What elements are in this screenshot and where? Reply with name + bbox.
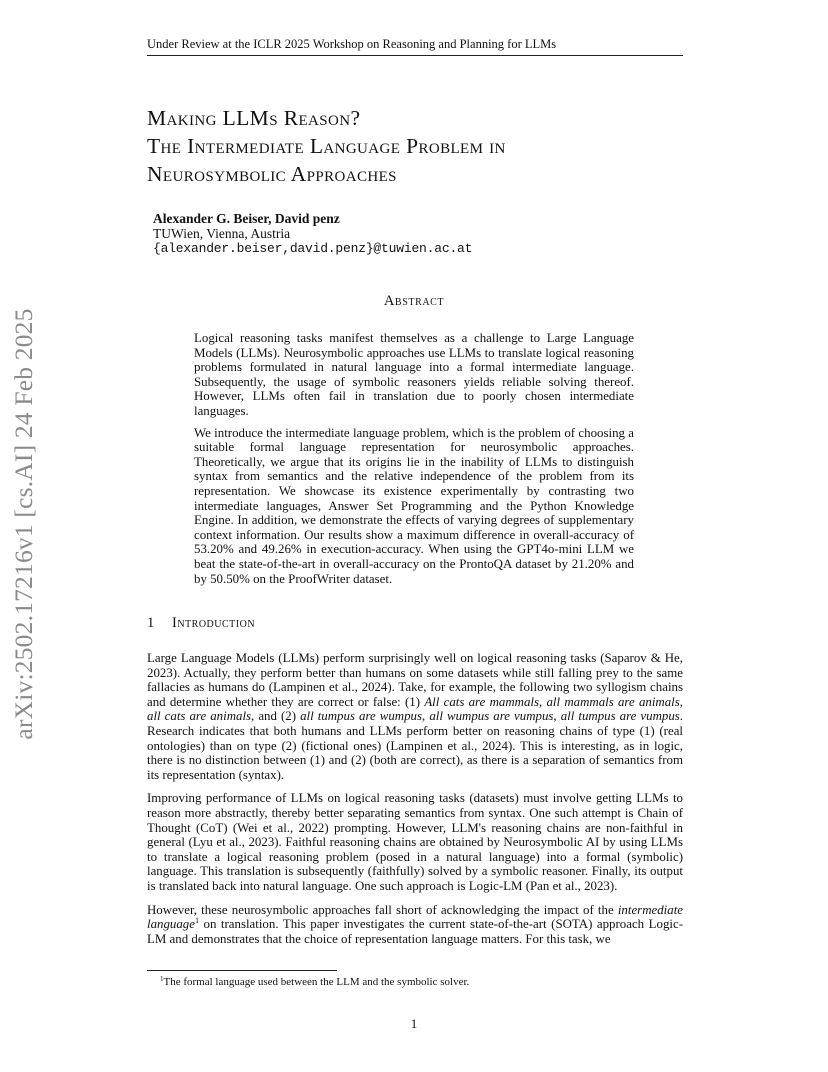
- running-header: Under Review at the ICLR 2025 Workshop on Reasoning and Planning for LLMs: [147, 37, 683, 56]
- author-email: {alexander.beiser,david.penz}@tuwien.ac.at: [153, 241, 473, 256]
- abstract-paragraph-1: Logical reasoning tasks manifest themselves as a challenge to Large Language Models (LLMs). Neurosymbolic approaches use LLMs to translate logical reasoning problems formulated in natural language into a formal intermediate language. Subsequently, the usage of symbolic reasoners yields reliable solving thereof. However, LLMs often fail in translation due to poorly chosen intermediate languages.: [194, 331, 634, 418]
- arxiv-identifier-stamp: [4, 296, 44, 752]
- abstract-body: [194, 331, 634, 593]
- intro-paragraph-3: However, these neurosymbolic approaches fall short of acknowledging the impact of the intermediate language$^1$ on translation. This paper investigates the current state-of-the-art (SOTA) approach Logic-LM and demonstrates that the choice of representation language matters. For this task, we: [147, 902, 683, 946]
- intro-paragraph-1: Large Language Models (LLMs) perform surprisingly well on logical reasoning tasks (Saparov & He, 2023). Actually, they perform better than humans on some datasets while still falling prey to the same fallacies as humans do (Lampinen et al., 2024). Take, for example, the following two syllogism chains and determine whether they are correct or false: (1) All cats are mammals, all mammals are animals, all cats are animals, and (2) all tumpus are wumpus, all wumpus are vumpus, all tumpus are vumpus. Research indicates that both humans and LLMs perform better on reasoning chains of type (1) (real ontologies) than on type (2) (fictional ones) (Lampinen et al., 2024). This is interesting, as in logic, there is no distinction between (1) and (2) (both are correct), as there is a separation of semantics from its representation (syntax).: [147, 651, 684, 782]
- section-title: Introduction: [172, 615, 256, 631]
- title-line-3: Neurosymbolic Approaches: [147, 162, 397, 186]
- footnote-marker[interactable]: 1: [194, 916, 199, 926]
- intro-paragraph-2: Improving performance of LLMs on logical reasoning tasks (datasets) must involve getting LLMs to reason more abstractly, thereby better separating semantics from syntax. One such attempt is Chain of Thought (CoT) (Wei et al., 2022) prompting. However, LLM's reasoning chains are non-faithful in general (Lyu et al., 2023). Faithful reasoning chains are obtained by Neurosymbolic AI by using LLMs to translate a logical reasoning problem (posed in a natural language) into a formal (symbolic) language. This translation is subsequently (faithfully) solved by a symbolic reasoner. Finally, its output is translated back into natural language. One such approach is Logic-LM (Pan et al., 2023).: [147, 791, 683, 893]
- author-names: Alexander G. Beiser, David penz: [153, 211, 340, 226]
- page-number: 1: [410, 1016, 418, 1031]
- paper-title: [147, 104, 707, 188]
- section-heading-introduction: [147, 615, 255, 632]
- title-line-1: Making LLMs Reason?: [147, 106, 361, 130]
- title-line-2: The Intermediate Language Problem in: [147, 134, 506, 158]
- abstract-heading: Abstract: [383, 293, 445, 309]
- section-number: 1: [147, 615, 155, 631]
- author-affiliation: TUWien, Vienna, Austria: [153, 226, 291, 241]
- introduction-body: [147, 651, 683, 955]
- footnote: [160, 976, 469, 988]
- footnote-mark: 1: [160, 975, 164, 983]
- abstract-paragraph-2: We introduce the intermediate language problem, which is the problem of choosing a suitable formal language representation for neurosymbolic approaches. Theoretically, we argue that its origins lie in the inability of LLMs to distinguish syntax from semantics and the relative independence of the problem from its representation. We showcase its existence experimentally by contrasting two intermediate languages, Answer Set Programming and the Python Knowledge Engine. In addition, we demonstrate the effects of varying degrees of supplementary context information. Our results show a maximum difference in overall-accuracy of 53.20% and 49.26% in execution-accuracy. When using the GPT4o-mini LLM we beat the state-of-the-art in overall-accuracy on the ProntoQA dataset by 21.20% and by 50.50% on the ProofWriter dataset.: [194, 425, 634, 586]
- footnote-text: The formal language used between the LLM and the symbolic solver.: [163, 976, 470, 988]
- footnote-rule: [147, 970, 337, 971]
- arxiv-identifier-text: arXiv:2502.17216v1 [cs.AI] 24 Feb 2025: [9, 308, 38, 740]
